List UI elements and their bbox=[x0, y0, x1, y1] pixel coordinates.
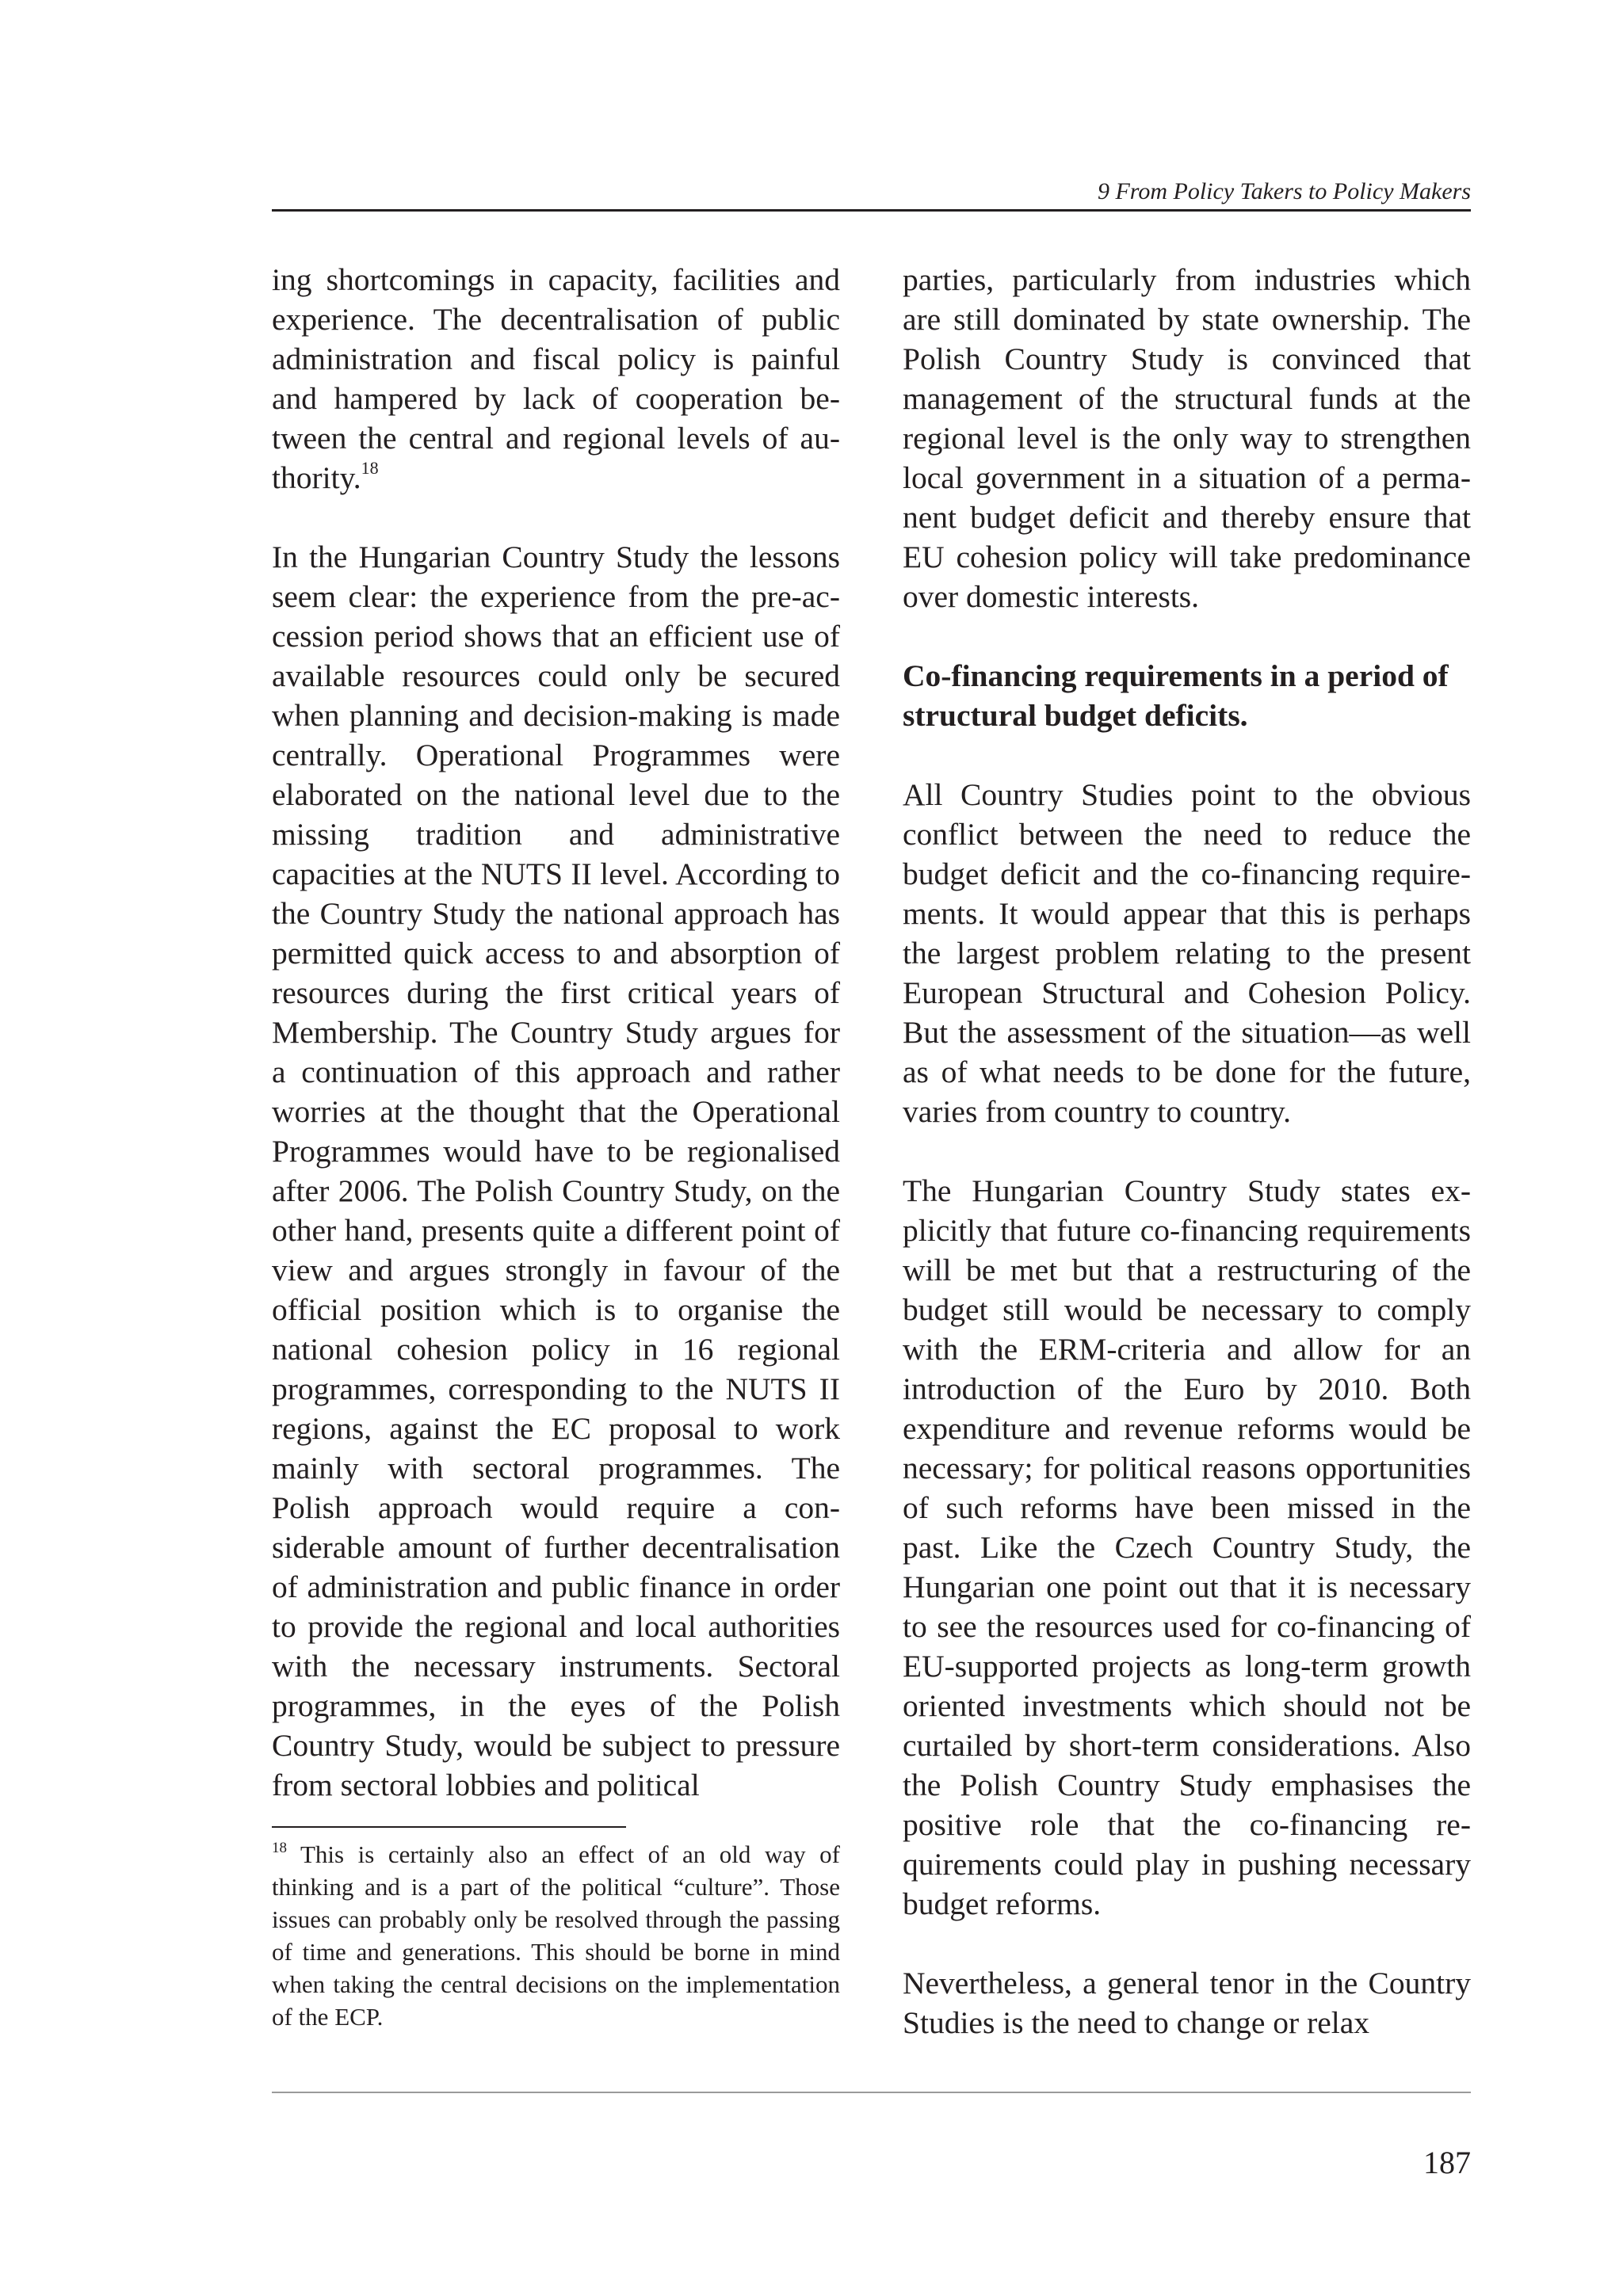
right-paragraph-4: Nevertheless, a general tenor in the Country Studies is the need to change or relax bbox=[903, 1966, 1471, 2040]
footer-rule bbox=[272, 2092, 1471, 2093]
left-paragraph-1-text: ing shortcomings in capacity, facilities and experience. The decentralisation of public administration and fiscal policy is painful and hampered by lack of cooperation between the central and regional levels of authority. bbox=[272, 262, 840, 495]
right-paragraph-3: The Hungarian Country Study states explicitly that future co-financing requirements will be met but that a restructuring of the budget still would be necessary to comply with the ERM-criteria and allow for an introduction of the Euro by 2010. Both expenditure and revenue reforms would be necessary; for political reasons opportunities of such reforms have been missed in the past. Like the Czech Country Study, the Hungarian one point out that it is necessary to see the resources used for co-financing of EU-supported projects as long-term growth oriented investments which should not be curtailed by short-term considerations. Also the Polish Country Study emphasises the positive role that the co-financing requirements could play in pushing necessary budget reforms. bbox=[903, 1173, 1471, 1921]
page-number: 187 bbox=[1423, 2145, 1471, 2180]
left-column bbox=[272, 260, 840, 1805]
running-head-title: 9 From Policy Takers to Policy Makers bbox=[1097, 178, 1471, 204]
right-paragraph-2: All Country Studies point to the obvious conflict between the need to reduce the budget deficit and the co-financing requirements. It would appear that this is perhaps the largest problem relating to the present European Structural and Cohesion Policy. But the assessment of the situation—as well as of what needs to be done for the future, varies from country to country. bbox=[903, 777, 1471, 1129]
header-rule bbox=[272, 209, 1471, 212]
footnote-number: 18 bbox=[272, 1840, 287, 1856]
footnote-reference: 18 bbox=[361, 458, 379, 478]
left-paragraph-2: In the Hungarian Country Study the lessons seem clear: the experience from the pre-accession period shows that an efficient use of available resources could only be secured when planning and decision-making is made centrally. Operational Programmes were elaborated on the national level due to the missing tradition and administrative capacities at the NUTS II level. According to the Country Study the national approach has permitted quick access to and absorption of resources during the first critical years of Membership. The Country Study argues for a continuation of this approach and rather worries at the thought that the Operational Programmes would have to be regionalised after 2006. The Polish Country Study, on the other hand, presents quite a different point of view and argues strongly in favour of the official position which is to organise the national cohesion policy in 16 regional programmes, corresponding to the NUTS II regions, against the EC proposal to work mainly with sectoral programmes. The Polish approach would require a considerable amount of further decentralisation of administration and public finance in order to provide the regional and local authorities with the necessary instruments. Sectoral programmes, in the eyes of the Polish Country Study, would be subject to pressure from sectoral lobbies and political bbox=[272, 540, 840, 1802]
footnote bbox=[272, 1838, 840, 2033]
footnote-text: This is certainly also an effect of an old way of thinking and is a part of the political “culture”. Those issues can probably only be resolved through the passing of time and generations. This should be borne in mind when taking the central decisions on the implementation of the ECP. bbox=[272, 1840, 840, 2031]
footnote-rule bbox=[272, 1826, 626, 1828]
section-heading: Co-financing requirements in a period of structural budget deficits. bbox=[903, 658, 1449, 733]
right-column bbox=[903, 260, 1471, 2042]
left-paragraph-1 bbox=[272, 260, 840, 498]
right-paragraph-1: parties, particularly from industries which are still dominated by state ownership. The Polish Country Study is convinced that management of the structural funds at the regional level is the only way to strengthen local government in a situation of a permanent budget deficit and thereby ensure that EU cohesion policy will take predominance over domestic interests. bbox=[903, 262, 1471, 614]
